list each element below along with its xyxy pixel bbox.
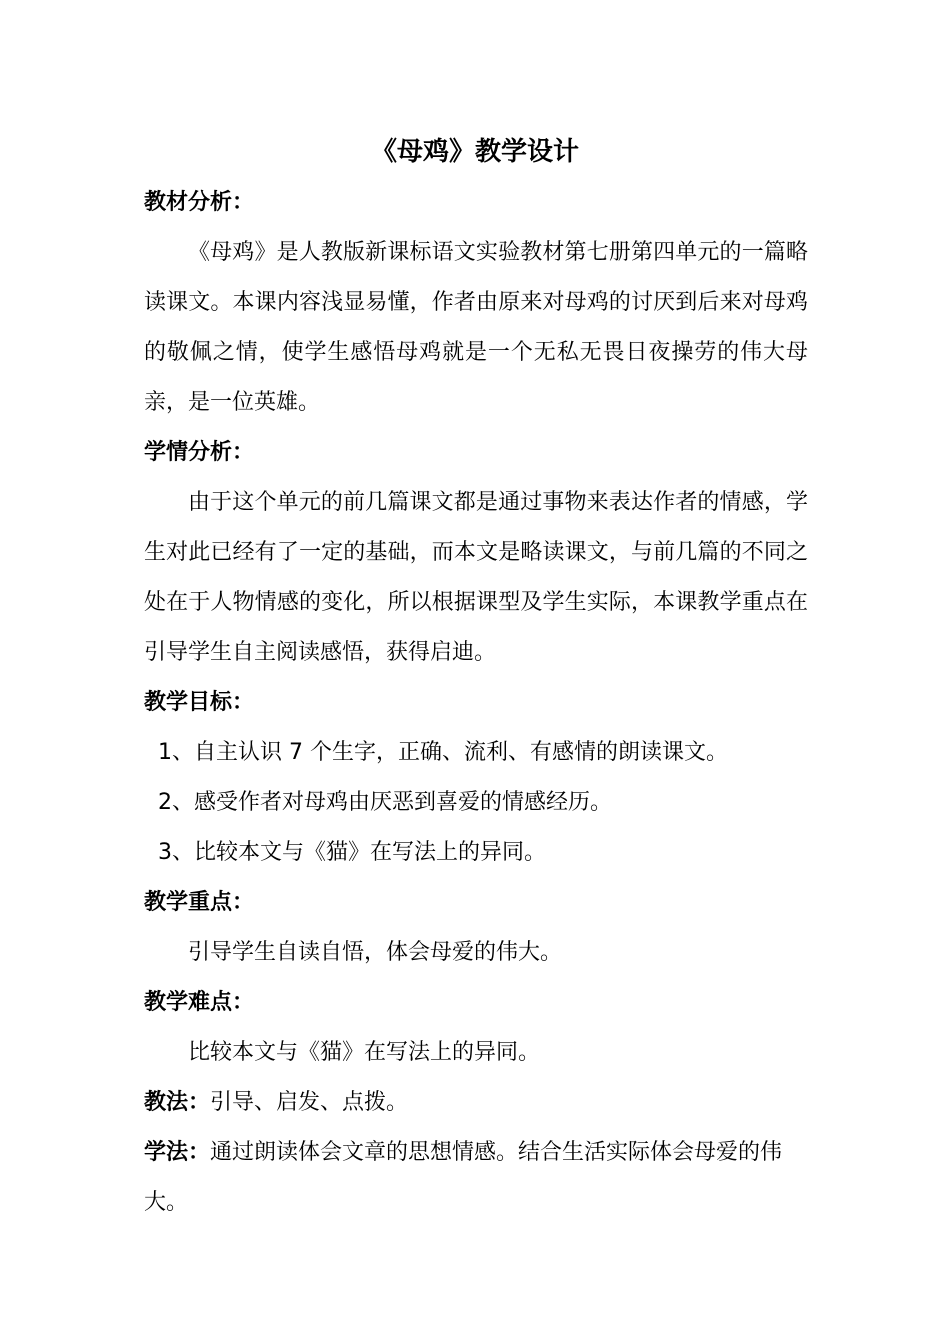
learning-method-line (144, 1128, 808, 1228)
teaching-goal-item: 2、感受作者对母鸡由厌恶到喜爱的情感经历。 (158, 790, 612, 815)
teaching-goals-heading: 教学目标： (144, 690, 255, 715)
teaching-goal-item: 1、自主认识 7 个生字，正确、流利、有感情的朗读课文。 (158, 740, 728, 765)
difficulty-text: 比较本文与《猫》在写法上的异同。 (188, 1040, 541, 1065)
document-title: 《母鸡》教学设计 (370, 137, 579, 167)
learning-method-label: 学法： (144, 1140, 211, 1165)
teaching-method-label: 教法： (144, 1090, 211, 1115)
key-point-text: 引导学生自读自悟，体会母爱的伟大。 (188, 940, 563, 965)
difficulty-heading: 教学难点： (144, 990, 255, 1015)
document-body (144, 178, 808, 1228)
teaching-method-text: 引导、启发、点拨。 (210, 1090, 409, 1115)
student-analysis-text: 由于这个单元的前几篇课文都是通过事物来表达作者的情感，学生对此已经有了一定的基础，而本文是略读课文，与前几篇的不同之处在于人物情感的变化，所以根据课型及学生实际，本课教学重点在引导学生自主阅读感悟，获得启迪。 (144, 490, 808, 665)
material-analysis-heading: 教材分析： (144, 190, 255, 215)
teaching-method-line (144, 1078, 808, 1128)
student-analysis-heading: 学情分析： (144, 440, 255, 465)
material-analysis-text: 《母鸡》是人教版新课标语文实验教材第七册第四单元的一篇略读课文。本课内容浅显易懂，作者由原来对母鸡的讨厌到后来对母鸡的敬佩之情，使学生感悟母鸡就是一个无私无畏日夜操劳的伟大母亲，是一位英雄。 (144, 240, 808, 415)
teaching-goal-item: 3、比较本文与《猫》在写法上的异同。 (158, 840, 546, 865)
key-point-heading: 教学重点： (144, 890, 255, 915)
learning-method-text: 通过朗读体会文章的思想情感。结合生活实际体会母爱的伟大。 (144, 1140, 783, 1215)
